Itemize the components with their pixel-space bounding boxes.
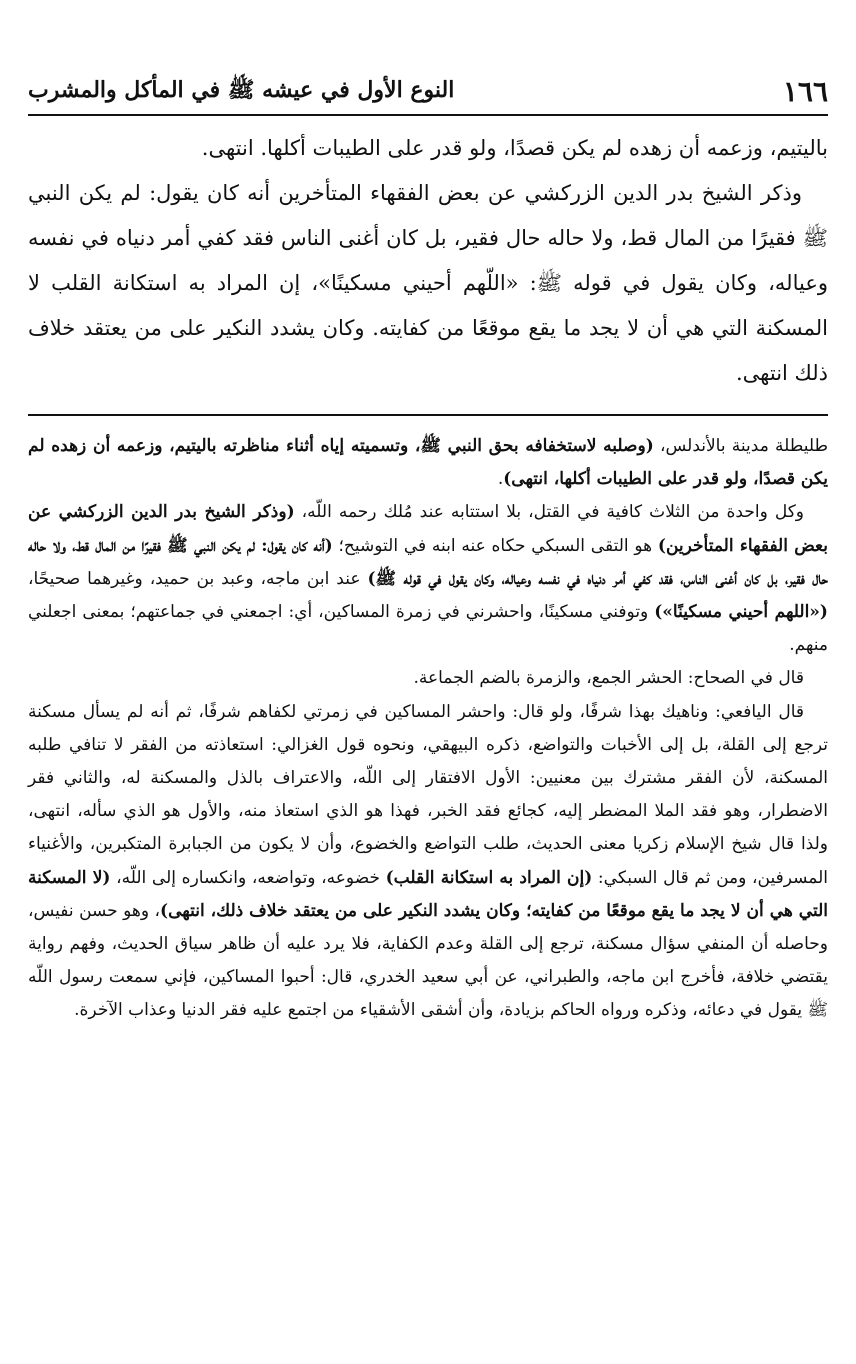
- main-text: [28, 126, 828, 396]
- commentary-paragraph: [28, 696, 828, 1028]
- commentary-text: عند ابن ماجه، وعبد بن حميد، وغيرهما صحيحًا،: [28, 568, 368, 589]
- book-page: [28, 72, 828, 1028]
- quoted-matn: (أنه كان يقول: لم يكن النبي ﷺ فقيرًا من المال قط، ولا حاله حال فقير، بل كان أغنى الناس، فقد كفي أمر دنياه في نفسه وعياله، وكان يقول في قوله ﷺ): [28, 535, 828, 589]
- main-paragraph: باليتيم، وزعمه أن زهده لم يكن قصدًا، ولو قدر على الطيبات أكلها. انتهى.: [201, 136, 828, 160]
- commentary-text: وتوفني مسكينًا، واحشرني في زمرة المساكين، أي: اجمعني في جماعتهم؛ بمعنى اجعلني منهم.: [28, 602, 828, 656]
- separator-rule: [28, 414, 828, 416]
- page-number: ١٦٦: [782, 75, 828, 108]
- commentary: [28, 430, 828, 1028]
- main-paragraph: وذكر الشيخ بدر الدين الزركشي عن بعض الفقهاء المتأخرين أنه كان يقول: لم يكن النبي ﷺ فقيرًا من المال قط، ولا حاله حال فقير، بل كان أغنى الناس فقد كفي أمر دنياه في نفسه وعياله، وكان يقول في قوله ﷺ: «اللّهم أحيني مسكينًا»، إن المراد به استكانة القلب لا المسكنة التي هي أن لا يجد ما يقع موقعًا من كفايته. وكان يشدد النكير على من يعتقد خلاف ذلك انتهى.: [28, 181, 828, 385]
- commentary-text: طليطلة مدينة بالأندلس،: [653, 436, 829, 456]
- commentary-text: هو التقى السبكي حكاه عنه ابنه في التوشيح؛: [332, 535, 658, 556]
- quoted-matn: («اللهم أحيني مسكينًا»): [654, 602, 828, 623]
- commentary-text: وكل واحدة من الثلاث كافية في القتل، بلا استتابه عند مُلك رحمه اللّه،: [294, 502, 804, 523]
- quoted-matn: (لا المسكنة التي هي أن لا يجد ما يقع موقعًا من كفايته؛ وكان يشدد النكير على من يعتقد خلاف ذلك، انتهى): [28, 867, 828, 921]
- commentary-paragraph: قال في الصحاح: الحشر الجمع، والزمرة بالضم الجماعة.: [413, 668, 804, 689]
- commentary-text: .: [497, 469, 504, 490]
- commentary-text: قال اليافعي: وناهيك بهذا شرفًا، ولو قال: واحشر المساكين في زمرتي لكفاهم شرفًا، ثم أنه لم يسأل مسكنة ترجع إلى القلة، بل إلى الأخبات والتواضع، ذكره البيهقي، ونحوه قول الغزالي: استعاذته من الفقر لا تنافي طلبه المسكنة، لأن الفقر مشترك بين معنيين: الأول الافتقار إلى اللّه، والاعتراف بالذل والمسكنة له، والثاني فقر الاضطرار، وهو فقد الملا المضطر إليه، كجائع فقد الخبر، فهذا هو الذي استعاذ منه، والأول هو الذي سأله، انتهى، ولذا قال شيخ الإسلام زكريا معنى الحديث، طلب التواضع والخضوع، وأن لا يكون من الجبابرة المتكبرين، والأغنياء المسرفين، ومن ثم قال السبكي:: [28, 701, 828, 888]
- page-header: [28, 72, 828, 116]
- quoted-matn: (وصلبه لاستخفافه بحق النبي ﷺ، وتسميته إياه أثناء مناظرته باليتيم، وزعمه أن زهده لم يكن قصدًا، ولو قدر على الطيبات أكلها، انتهى): [28, 436, 828, 490]
- commentary-text: ، وهو حسن نفيس، وحاصله أن المنفي سؤال مسكنة، ترجع إلى القلة وعدم الكفاية، فلا يرد عليه أن ظاهر سياق الحديث، وفهم رواية يقتضي خلافة، فأخرج ابن ماجه، والطبراني، عن أبي سعيد الخدري، قال: أحبوا المساكين، فإني سمعت رسول اللّه ﷺ يقول في دعائه، وذكره ورواه الحاكم بزيادة، وأن أشقى الأشقياء من اجتمع عليه فقر الدنيا وعذاب الآخرة.: [28, 900, 828, 1021]
- commentary-text: خضوعه، وتواضعه، وانكساره إلى اللّه،: [110, 867, 386, 888]
- commentary-paragraph: [28, 430, 828, 496]
- running-title: النوع الأول في عيشه ﷺ في المأكل والمشرب: [28, 77, 455, 103]
- quoted-matn: (إن المراد به استكانة القلب): [385, 867, 593, 888]
- quoted-matn: (وذكر الشيخ بدر الدين الزركشي عن بعض الفقهاء المتأخرين): [28, 502, 828, 556]
- commentary-paragraph: [28, 496, 828, 662]
